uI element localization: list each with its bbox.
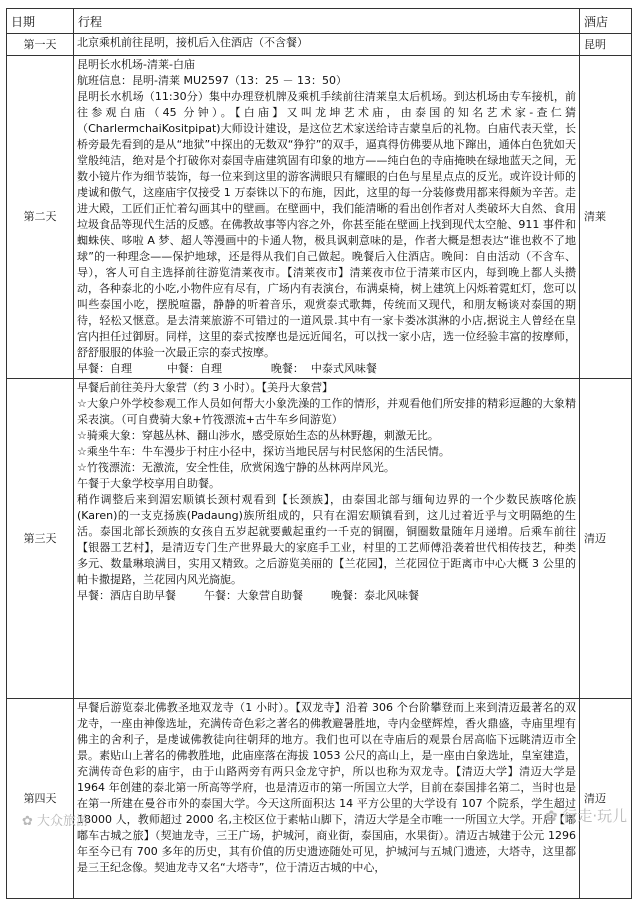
plan-line: 早餐后前往美丹大象营（约 3 小时）。【美丹大象营】 [77,381,333,394]
meals-line: 早餐：酒店自助早餐 午餐：大象营自助餐 晚餐：泰北风味餐 [77,589,419,602]
plan-cell [74,34,580,56]
day-row-3 [7,379,632,699]
plan-line: 午餐于大象学校享用自助餐。 [77,477,220,490]
day-label: 第四天 [7,699,74,899]
day-row-1 [7,34,632,56]
plan-line: ☆大象户外学校参观工作人员如何帮大小象洗澡的工作的情形，并观看他们所安排的精彩逗趣的大象精采表演。（可自费骑大象+竹筏漂流+古牛车乡间游览） [77,397,576,426]
day-row-2 [7,56,632,379]
hotel-cell: 清莱 [580,56,632,379]
plan-cell [74,699,580,899]
plan-line: ☆竹筏漂流：无激流，安全性佳，欣赏闲逸宁静的丛林两岸风光。 [77,461,395,474]
header-date: 日期 [7,9,74,34]
header-itinerary: 行程 [74,9,580,34]
plan-line: 北京乘机前往昆明，接机后入住酒店（不含餐） [77,36,308,49]
day-label: 第二天 [7,56,74,379]
day-label: 第三天 [7,379,74,699]
plan-line: ☆乘坐牛车：牛车漫步于村庄小径中，探访当地民居与村民悠闲的生活民情。 [77,445,450,458]
plan-line: 昆明长水机场（11:30分）集中办理登机牌及乘机手续前往清莱皇太后机场。到达机场由专车接机，前往参观白庙（45 分钟）。【白庙】又叫龙坤艺术庙，由泰国的知名艺术家-查仁猜（CharlermchaiKositpipat)大师设计建设，是这位艺术家送给诗吉蒙皇后的礼物。白庙代表天堂，长桥旁最先看到的是从“地狱”中探出的无数双“狰狞”的双手，逼真得仿佛要从地下蹿出，通体白色犹如天堂般纯洁，绝对是个打破你对泰国寺庙建筑固有印象的地方——纯白色的寺庙掩映在绿地蓝天之间，无数小镜片作为细节装饰，每一位来到这里的游客满眼只有耀眼的白色与星星点点的反光。或许设计师的虔诚和傲气，这座庙宇仅接受 1 万泰铢以下的布施，因此，这里的每一分装修费用都来得颇为辛苦。走进大殿，工匠们正忙着勾画其中的壁画。在壁画中，我们能清晰的看出创作者对人类破坏大自然、食用垃圾食品等现代生活的反感。在佛教故事等内容之外，你甚至能在壁画上找到现代太空舱、911 事件和蜘蛛侠、哆啦 A 梦、超人等漫画中的卡通人物，极具讽刺意味的是，作者大概是想表达“谁也救不了地球”的一种理念——保护地球，还是得从我们自己做起。晚餐后入住酒店。晚间：自由活动（不含车、导），客人可自主选择前往游览清莱夜市。【清莱夜市】清莱夜市位于清莱市区内，每到晚上都人头攒动，各种泰北的小吃,小物件应有尽有，广场内有表演台，布满桌椅，树上建筑上闪烁着霓虹灯，您可以叫些泰国小吃，摆脱喧嚣，静静的听着音乐，观赏泰式歌舞，传统而又现代，和朋友畅谈对泰国的期待，轻松又惬意。是去清莱旅游不可错过的一道风景.其中有一家卡娄冰淇淋的小店,据说主人曾经在皇宫内担任过御厨。同样，这里的泰式按摩也是远近闻名，可以找一家小店，选一位经验丰富的按摩师，舒舒服服的体验一次最正宗的泰式按摩。 [77,90,576,359]
hotel-cell: 清迈 [580,699,632,899]
header-row [7,9,632,34]
itinerary-table [6,8,632,899]
plan-line: 早餐后游览泰北佛教圣地双龙寺（1 小时）。【双龙寺】沿着 306 个台阶攀登而上来到清迈最著名的双龙寺，一座由神像选址，充满传奇色彩之著名的佛教避暑胜地，寺内金壁辉煌，香火鼎盛，寺庙里埋有佛主的舍利子，是虔诚佛教徒向往朝拜的地方。我们也可以在寺庙后的观景台居高临下远眺清迈市全景。素贴山上著名的佛教胜地，此庙座落在海拔 1053 公尺的高山上，是一座由白象选址，皇室建造，充满传奇色彩的庙宇，由于山路两旁有两只金龙守护，所以也称为双龙寺。【清迈大学】清迈大学是 1964 年创建的泰北第一所高等学府，也是清迈市的第一所国立大学，目前在泰国排名第二，当时也是在第一所建在曼谷市外的泰国大学。今天这所面积达 14 平方公里的大学设有 107 个院系，学生超过 18000 人，教师超过 2000 名,主校区位于素帖山脚下，清迈大学是全市唯一一所国立大学。开启【嘟嘟车古城之旅】（契迪龙寺，三王广场，护城河，商业街，泰国庙，水果街）。清迈古城建于公元 1296 年至今已有 700 多年的历史，其有价值的历史遗迹随处可见，护城河与五城门遗迹，大塔寺，这里都是三王纪念像。契迪龙寺又名“大塔寺”，位于清迈古城的中心， [77,701,576,874]
plan-line: 航班信息：昆明-清莱 MU2597（13：25 － 13：50） [77,74,347,87]
plan-cell [74,379,580,699]
hotel-cell: 清迈 [580,379,632,699]
day-label: 第一天 [7,34,74,56]
plan-line: 稍作调整后来到湄宏顺镇长颈村观看到【长颈族】，由泰国北部与缅甸边界的一个少数民族喀伦族(Karen)的一支克扬族(Padaung)族所组成的，只有在湄宏顺镇看到，这儿过着近乎与文明隔绝的生活。泰国北部长颈族的女孩自五岁起就要戴起重约一千克的铜圈，铜圈数量随年月递增。后乘车前往【银器工艺村】，是清迈专门生产世界最大的家庭手工业，村里的工艺师傅沿袭着世代相传技艺，种类多元、数量琳琅满目，实用又精致。之后游览美丽的【兰花园】，兰花园位于距离市中心大概 3 公里的帕卡撒提路，兰花园内风光旖旎。 [77,493,576,586]
header-hotel: 酒店 [580,9,632,34]
watermark-left: ✿ 大众旅游 [22,814,90,829]
plan-line: 昆明长水机场-清莱-白庙 [77,58,195,71]
plan-cell [74,56,580,379]
hotel-cell: 昆明 [580,34,632,56]
plan-line: ☆骑乘大象：穿越丛林、翻山涉水，感受原始生态的丛林野趣，刺激无比。 [77,429,439,442]
meals-line: 早餐：自理 中餐：自理 晚餐： 中泰式风味餐 [77,362,377,375]
watermark-right: ✿ 行走·玩儿 [545,807,628,825]
day-row-4 [7,699,632,899]
